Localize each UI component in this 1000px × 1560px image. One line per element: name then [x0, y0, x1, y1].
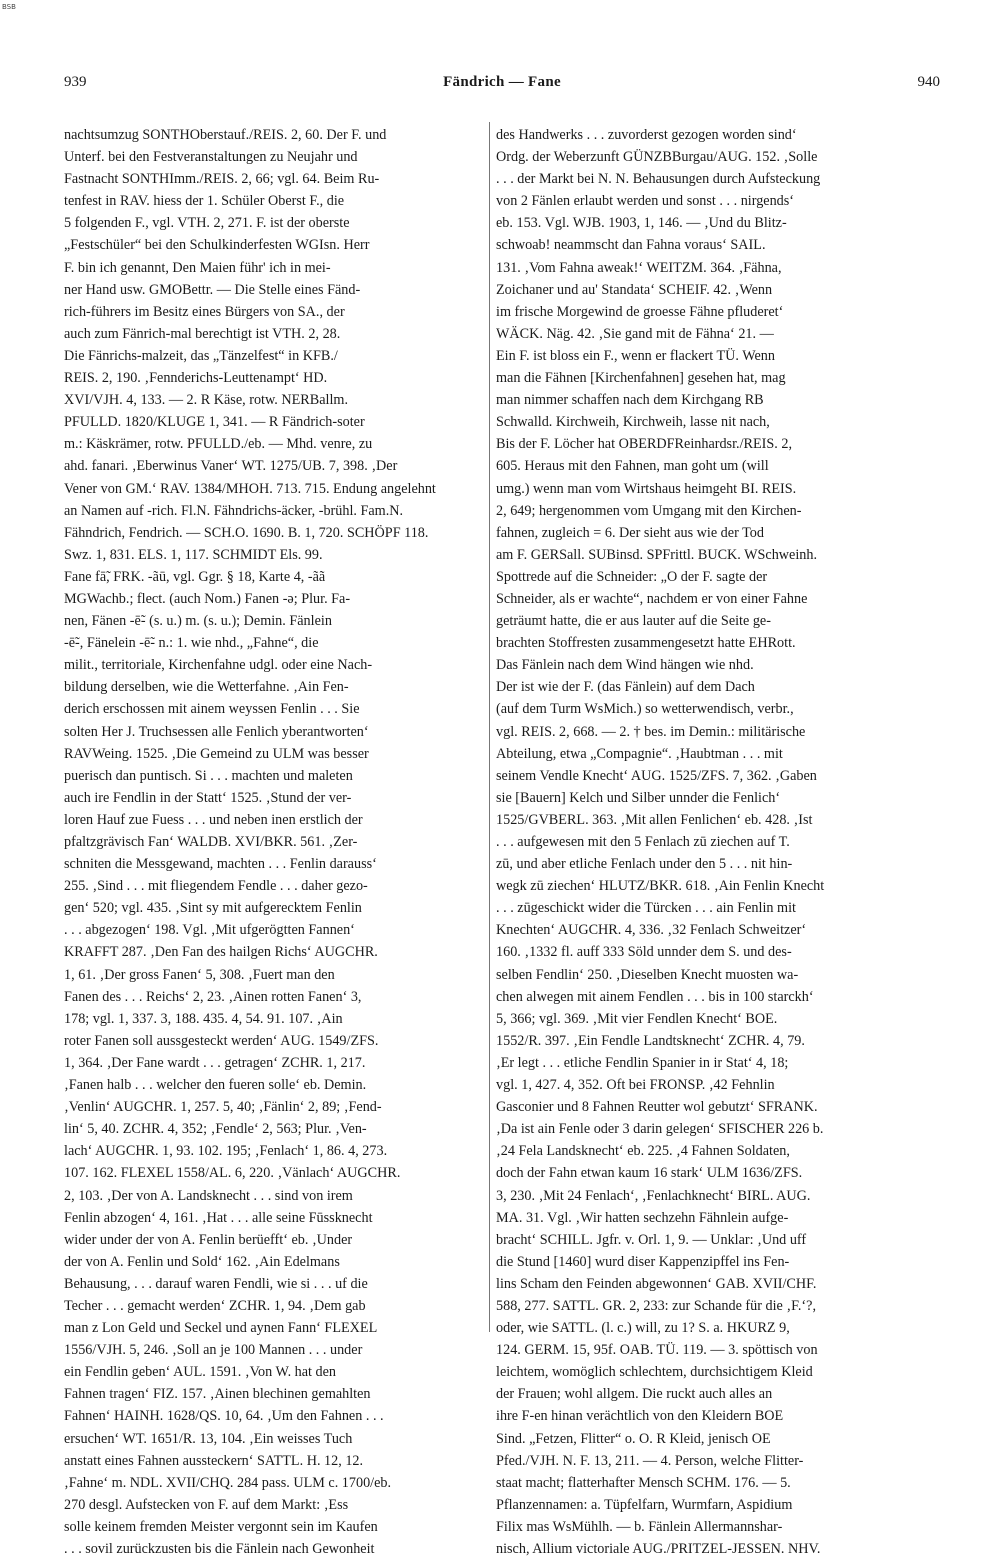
text-line: oder, wie SATTL. (l. c.) will, zu 1? S. a. HKURZ 9,	[496, 1320, 790, 1337]
text-line: vgl. REIS. 2, 668. — 2. † bes. im Demin.: militärische	[496, 723, 806, 740]
text-line: Schwalld. Kirchweih, Kirchweih, lasse nit nach,	[496, 414, 770, 431]
text-line: von 2 Fänlen erlaubt werden und sonst . . . nirgends‘	[496, 193, 795, 210]
text-line: Schneider, als er wachte“, nachdem er von einer Fahne	[496, 590, 808, 607]
text-line: der Frauen; wohl allgem. Die ruckt auch alles an	[496, 1386, 773, 1403]
text-line: 107. 162. FLEXEL 1558/AL. 6, 220. ‚Vänlach‘ AUGCHR.	[64, 1165, 401, 1182]
text-line: milit., territoriale, Kirchenfahne udgl. oder eine Nach-	[64, 657, 373, 674]
text-line: am F. GERSall. SUBinsd. SPFrittl. BUCK. WSchweinh.	[496, 546, 818, 563]
text-line: lin‘ 5, 40. ZCHR. 4, 352; ‚Fendle‘ 2, 563; Plur. ‚Ven-	[64, 1121, 367, 1138]
text-line: anstatt eines Fahnen aussteckern‘ SATTL. H. 12, 12.	[64, 1452, 364, 1469]
text-line: Gasconier und 8 Fahnen Reutter wol gebutzt‘ SFRANK.	[496, 1099, 818, 1116]
text-line: -ē̃-, Fänelein -ē̃- n.: 1. wie nhd., „Fahne“, die	[64, 635, 319, 652]
text-line: vgl. 1, 427. 4, 352. Oft bei FRONSP. ‚42 Fehnlin	[496, 1077, 775, 1094]
text-line: ‚Er legt . . . etliche Fendlin Spanier in ir Stat‘ 4, 18;	[496, 1054, 789, 1071]
text-line: Fanen des . . . Reichs‘ 2, 23. ‚Ainen rotten Fanen‘ 3,	[64, 988, 362, 1005]
text-line: die Stund [1460] wurd diser Kappenzipffel ins Fen-	[496, 1253, 790, 1270]
text-line: man die Fähnen [Kirchenfahnen] gesehen hat, mag	[496, 370, 786, 387]
text-line: Fane fā̃, FRK. -ãū, vgl. Ggr. § 18, Karte 4, -ãã	[64, 568, 326, 585]
text-line: Der ist wie der F. (das Fänlein) auf dem Dach	[496, 679, 755, 696]
text-line: 131. ‚Vom Fahna aweak!‘ WEITZM. 364. ‚Fähna,	[496, 259, 782, 276]
headwords: Fändrich — Fane	[443, 74, 561, 90]
text-line: solten Her J. Truchsessen alle Fenlich yberantworten‘	[64, 723, 369, 740]
text-line: ein Fendlin geben‘ AUL. 1591. ‚Von W. hat den	[64, 1364, 337, 1381]
text-line: Fastnacht SONTHImm./REIS. 2, 66; vgl. 64. Beim Ru-	[64, 171, 380, 188]
text-line: Techer . . . gemacht werden‘ ZCHR. 1, 94. ‚Dem gab	[64, 1297, 366, 1314]
text-line: . . . aufgewesen mit den 5 Fenlach zū ziechen auf T.	[496, 834, 790, 850]
text-line: 5, 366; vgl. 369. ‚Mit vier Fendlen Knecht‘ BOE.	[496, 1010, 778, 1027]
text-line: selben Fendlin‘ 250. ‚Dieselben Knecht muosten wa-	[496, 966, 799, 983]
text-line: 1556/VJH. 5, 246. ‚Soll an je 100 Mannen . . . under	[64, 1342, 363, 1359]
text-line: Swz. 1, 831. ELS. 1, 117. SCHMIDT Els. 99.	[64, 546, 323, 563]
text-line: Fahnen tragen‘ FIZ. 157. ‚Ainen blechinen gemahlten	[64, 1386, 371, 1403]
text-line: puerisch dan puntisch. Si . . . machten und maleten	[64, 767, 353, 784]
text-line: 1525/GVBERL. 363. ‚Mit allen Fenlichen‘ eb. 428. ‚Ist	[496, 811, 813, 828]
text-line: man z Lon Geld und Seckel und aynen Fann‘ FLEXEL	[64, 1320, 378, 1337]
text-line: KRAFFT 287. ‚Den Fan des hailgen Richs‘ AUGCHR.	[64, 944, 378, 961]
text-line: ner Hand usw. GMOBettr. — Die Stelle eines Fänd-	[64, 281, 361, 298]
text-line: rich-führers im Besitz eines Bürgers von SA., der	[64, 303, 345, 320]
text-line: . . . sovil zurückzusten bis die Fänlein nach Gewonheit	[64, 1541, 375, 1557]
text-line: 3, 230. ‚Mit 24 Fenlach‘, ‚Fenlachknecht‘ BIRL. AUG.	[496, 1187, 811, 1204]
text-line: man nimmer schaffen nach dem Kirchgang RB	[496, 392, 764, 409]
text-line: 2, 649; hergenommen vom Umgang mit den Kirchen-	[496, 502, 802, 519]
text-line: doch der Fahn etwan kaum 16 stark‘ ULM 1636/ZFS.	[496, 1165, 803, 1182]
text-line: 255. ‚Sind . . . mit fliegendem Fendle . . . daher gezo-	[64, 878, 368, 895]
text-line: derich erschossen mit ainem weyssen Fenlin . . . Sie	[64, 701, 360, 718]
text-line: REIS. 2, 190. ‚Fennderichs-Leuttenampt‘ HD.	[64, 370, 328, 387]
text-line: pfaltzgrävisch Fan‘ WALDB. XVI/BKR. 561. ‚Zer-	[64, 834, 358, 850]
text-line: solle keinem fremden Meister vergonnt sein im Kaufen	[64, 1518, 378, 1535]
page-number-left: 939	[64, 74, 87, 90]
text-line: Ein F. ist bloss ein F., wenn er flackert TÜ. Wenn	[496, 347, 775, 364]
text-line: Abteilung, etwa „Compagnie“. ‚Haubtman . . . mit	[496, 745, 783, 762]
text-line: nisch, Allium victoriale AUG./PRITZEL-JESSEN. NHV.	[496, 1541, 821, 1557]
text-line: staat macht; flatterhafter Mensch SCHM. 176. — 5.	[496, 1474, 791, 1491]
text-line: WÄCK. Näg. 42. ‚Sie gand mit de Fähna‘ 21. —	[496, 325, 774, 342]
text-line: Behausung, . . . darauf waren Fendli, wie si . . . uf die	[64, 1275, 368, 1292]
text-line: ‚Fanen halb . . . welcher den fueren solle‘ eb. Demin.	[64, 1077, 367, 1094]
text-line: PFULLD. 1820/KLUGE 1, 341. — R Fändrich-soter	[64, 414, 365, 431]
text-line: Knechten‘ AUGCHR. 4, 336. ‚32 Fenlach Schweitzer‘	[496, 922, 807, 939]
text-line: Ordg. der Weberzunft GÜNZBBurgau/AUG. 152. ‚Solle	[496, 149, 818, 166]
text-line: . . . zūgeschickt wider die Türcken . . . ain Fenlin mit	[496, 900, 796, 917]
text-line: XVI/VJH. 4, 133. — 2. R Käse, rotw. NERBallm.	[64, 392, 348, 409]
text-line: wegk zū ziechen‘ HLUTZ/BKR. 618. ‚Ain Fenlin Knecht	[496, 878, 825, 895]
text-line: seinem Vendle Knecht‘ AUG. 1525/ZFS. 7, 362. ‚Gaben	[496, 767, 817, 784]
text-line: „Festschüler“ bei den Schulkinderfesten WGIsn. Herr	[64, 237, 370, 254]
page-header	[64, 74, 940, 96]
text-line: schwoab! neammscht dan Fahna voraus‘ SAIL.	[496, 237, 766, 254]
library-stamp: BSB	[2, 3, 16, 11]
text-line: 605. Heraus mit den Fahnen, man goht um (will	[496, 458, 769, 475]
text-line: nen, Fänen -ē̃- (s. u.) m. (s. u.); Demin. Fänlein	[64, 613, 332, 630]
text-line: 2, 103. ‚Der von A. Landsknecht . . . sind von irem	[64, 1187, 353, 1204]
text-line: chen alwegen mit ainem Fendlen . . . bis in 100 starckh‘	[496, 988, 814, 1005]
text-line: bracht‘ SCHILL. Jgfr. v. Orl. 1, 9. — Unklar: ‚Und uff	[496, 1231, 807, 1248]
text-line: im frische Morgewind de groesse Fähne pfluderet‘	[496, 303, 784, 320]
text-line: gen‘ 520; vgl. 435. ‚Sint sy mit aufgerecktem Fenlin	[64, 900, 362, 917]
text-line: m.: Käskrämer, rotw. PFULLD./eb. — Mhd. venre, zu	[64, 436, 373, 453]
text-line: Fenlin abzogen‘ 4, 161. ‚Hat . . . alle seine Fūssknecht	[64, 1209, 373, 1226]
text-line: Fahnen‘ HAINH. 1628/QS. 10, 64. ‚Um den Fahnen . . .	[64, 1408, 384, 1425]
text-line: 1, 364. ‚Der Fane wardt . . . getragen‘ ZCHR. 1, 217.	[64, 1054, 366, 1071]
text-line: Bis der F. Löcher hat OBERDFReinhardsr./REIS. 2,	[496, 436, 792, 453]
text-line: auch ire Fendlin in der Statt‘ 1525. ‚Stund der ver-	[64, 789, 352, 806]
text-line: ‚24 Fela Landsknecht‘ eb. 225. ‚4 Fahnen Soldaten,	[496, 1143, 790, 1160]
text-line: Fähndrich, Fendrich. — SCH.O. 1690. B. 1, 720. SCHÖPF 118.	[64, 524, 429, 541]
text-line: lins Scham den Feinden abgewonnen‘ GAB. XVII/CHF.	[496, 1275, 817, 1292]
text-line: RAVWeing. 1525. ‚Die Gemeind zu ULM was besser	[64, 745, 369, 762]
text-line: eb. 153. Vgl. WJB. 1903, 1, 146. — ‚Und du Blitz-	[496, 215, 787, 232]
text-line: Das Fänlein nach dem Wind hängen wie nhd.	[496, 657, 754, 674]
text-line: wider under der von A. Fenlin berüefft‘ eb. ‚Under	[64, 1231, 353, 1248]
text-line: umg.) wenn man vom Wirtshaus heimgeht BI. REIS.	[496, 480, 797, 497]
text-line: 178; vgl. 1, 337. 3, 188. 435. 4, 54. 91. 107. ‚Ain	[64, 1010, 343, 1027]
text-line: geträumt hatte, die er aus lauter auf die Seite ge-	[496, 613, 771, 630]
text-line: lach‘ AUGCHR. 1, 93. 102. 195; ‚Fenlach‘ 1, 86. 4, 273.	[64, 1143, 388, 1160]
text-line: . . . abgezogen‘ 198. Vgl. ‚Mit ufgerögtten Fannen‘	[64, 922, 355, 939]
text-line: 588, 277. SATTL. GR. 2, 233: zur Schande für die ‚F.‘?,	[496, 1297, 816, 1314]
text-line: fahnen, zugleich = 6. Der sieht aus wie der Tod	[496, 524, 764, 541]
text-line: der von A. Fenlin und Sold‘ 162. ‚Ain Edelmans	[64, 1253, 340, 1270]
text-line: MGWachb.; flect. (auch Nom.) Fanen -ə; Plur. Fa-	[64, 590, 351, 607]
text-line: Vener von GM.‘ RAV. 1384/MHOH. 713. 715. Endung angelehnt	[64, 480, 436, 497]
right-column	[496, 124, 916, 1560]
text-line: 1, 61. ‚Der gross Fanen‘ 5, 308. ‚Fuert man den	[64, 966, 335, 983]
text-line: des Handwerks . . . zuvorderst gezogen worden sind‘	[496, 127, 797, 143]
text-line: 160. ‚1332 fl. auff 333 Söld unnder dem S. und des-	[496, 944, 792, 961]
text-line: Spottrede auf die Schneider: „O der F. sagte der	[496, 568, 768, 585]
text-line: tenfest in RAV. hiess der 1. Schüler Oberst F., die	[64, 193, 345, 210]
text-line: sie [Bauern] Kelch und Silber unnder die Fenlich‘	[496, 789, 781, 806]
left-column	[64, 124, 484, 1560]
text-line: (auf dem Turm WsMich.) so wetterwendisch, verbr.,	[496, 701, 794, 718]
text-line: auch zum Fänrich-mal berechtigt ist VTH. 2, 28.	[64, 325, 341, 342]
text-line: loren Hauf zue Fuess . . . und neben inen erstlich der	[64, 811, 363, 828]
text-line: 1552/R. 397. ‚Ein Fendle Landtsknecht‘ ZCHR. 4, 79.	[496, 1032, 805, 1049]
text-line: ‚Fahne‘ m. NDL. XVII/CHQ. 284 pass. ULM c. 1700/eb.	[64, 1474, 392, 1491]
text-line: Zoichaner und au' Standata‘ SCHEIF. 42. ‚Wenn	[496, 281, 773, 298]
text-line: 5 folgenden F., vgl. VTH. 2, 271. F. ist der oberste	[64, 215, 350, 232]
text-line: zū, und aber etliche Fenlach under den 5 . . . nit hin-	[496, 856, 793, 873]
text-line: ersuchen‘ WT. 1651/R. 13, 104. ‚Ein weisses Tuch	[64, 1430, 353, 1447]
text-line: roter Fanen soll aussgesteckt werden‘ AUG. 1549/ZFS.	[64, 1032, 379, 1049]
text-line: nachtsumzug SONTHOberstauf./REIS. 2, 60. Der F. und	[64, 127, 387, 143]
text-line: ‚Da ist ain Fenle oder 3 darin gelegen‘ SFISCHER 226 b.	[496, 1121, 824, 1138]
text-line: MA. 31. Vgl. ‚Wir hatten sechzehn Fähnlein aufge-	[496, 1209, 789, 1226]
text-line: leichtem, womöglich schlechtem, durchsichtigem Kleid	[496, 1364, 813, 1381]
text-line: Unterf. bei den Festveranstaltungen zu Neujahr und	[64, 149, 358, 166]
text-line: Pfed./VJH. N. F. 13, 211. — 4. Person, welche Flitter-	[496, 1452, 804, 1469]
text-line: 270 desgl. Aufstecken von F. auf dem Markt: ‚Ess	[64, 1496, 349, 1513]
text-line: ‚Venlin‘ AUGCHR. 1, 257. 5, 40; ‚Fänlin‘ 2, 89; ‚Fend-	[64, 1099, 382, 1116]
column-divider	[489, 122, 490, 1332]
text-line: an Namen auf -rich. Fl.N. Fähndrichs-äcker, -brühl. Fam.N.	[64, 502, 404, 519]
text-line: . . . der Markt bei N. N. Behausungen durch Aufsteckung	[496, 171, 821, 188]
text-line: F. bin ich genannt, Den Maien führ' ich in mei-	[64, 259, 331, 276]
page-number-right: 940	[917, 74, 940, 90]
text-line: 124. GERM. 15, 95f. OAB. TÜ. 119. — 3. spöttisch von	[496, 1342, 818, 1359]
text-line: Sind. „Fetzen, Flitter“ o. O. R Kleid, jenisch OE	[496, 1430, 771, 1447]
text-line: Filix mas WsMühlh. — b. Fänlein Allermannshar-	[496, 1518, 783, 1535]
text-line: Pflanzennamen: a. Tüpfelfarn, Wurmfarn, Aspidium	[496, 1496, 793, 1513]
text-line: ihre F-en hinan verächtlich von den Kleidern BOE	[496, 1408, 784, 1425]
text-line: ahd. fanari. ‚Eberwinus Vaner‘ WT. 1275/UB. 7, 398. ‚Der	[64, 458, 398, 475]
text-line: bildung derselben, wie die Wetterfahne. ‚Ain Fen-	[64, 679, 349, 696]
text-line: Die Fänrichs-malzeit, das „Tänzelfest“ in KFB./	[64, 347, 338, 364]
text-line: brachten Stoffresten zusammengesetzt hatte EHRott.	[496, 635, 796, 652]
text-line: schniten die Messgewand, machten . . . Fenlin darauss‘	[64, 856, 377, 873]
